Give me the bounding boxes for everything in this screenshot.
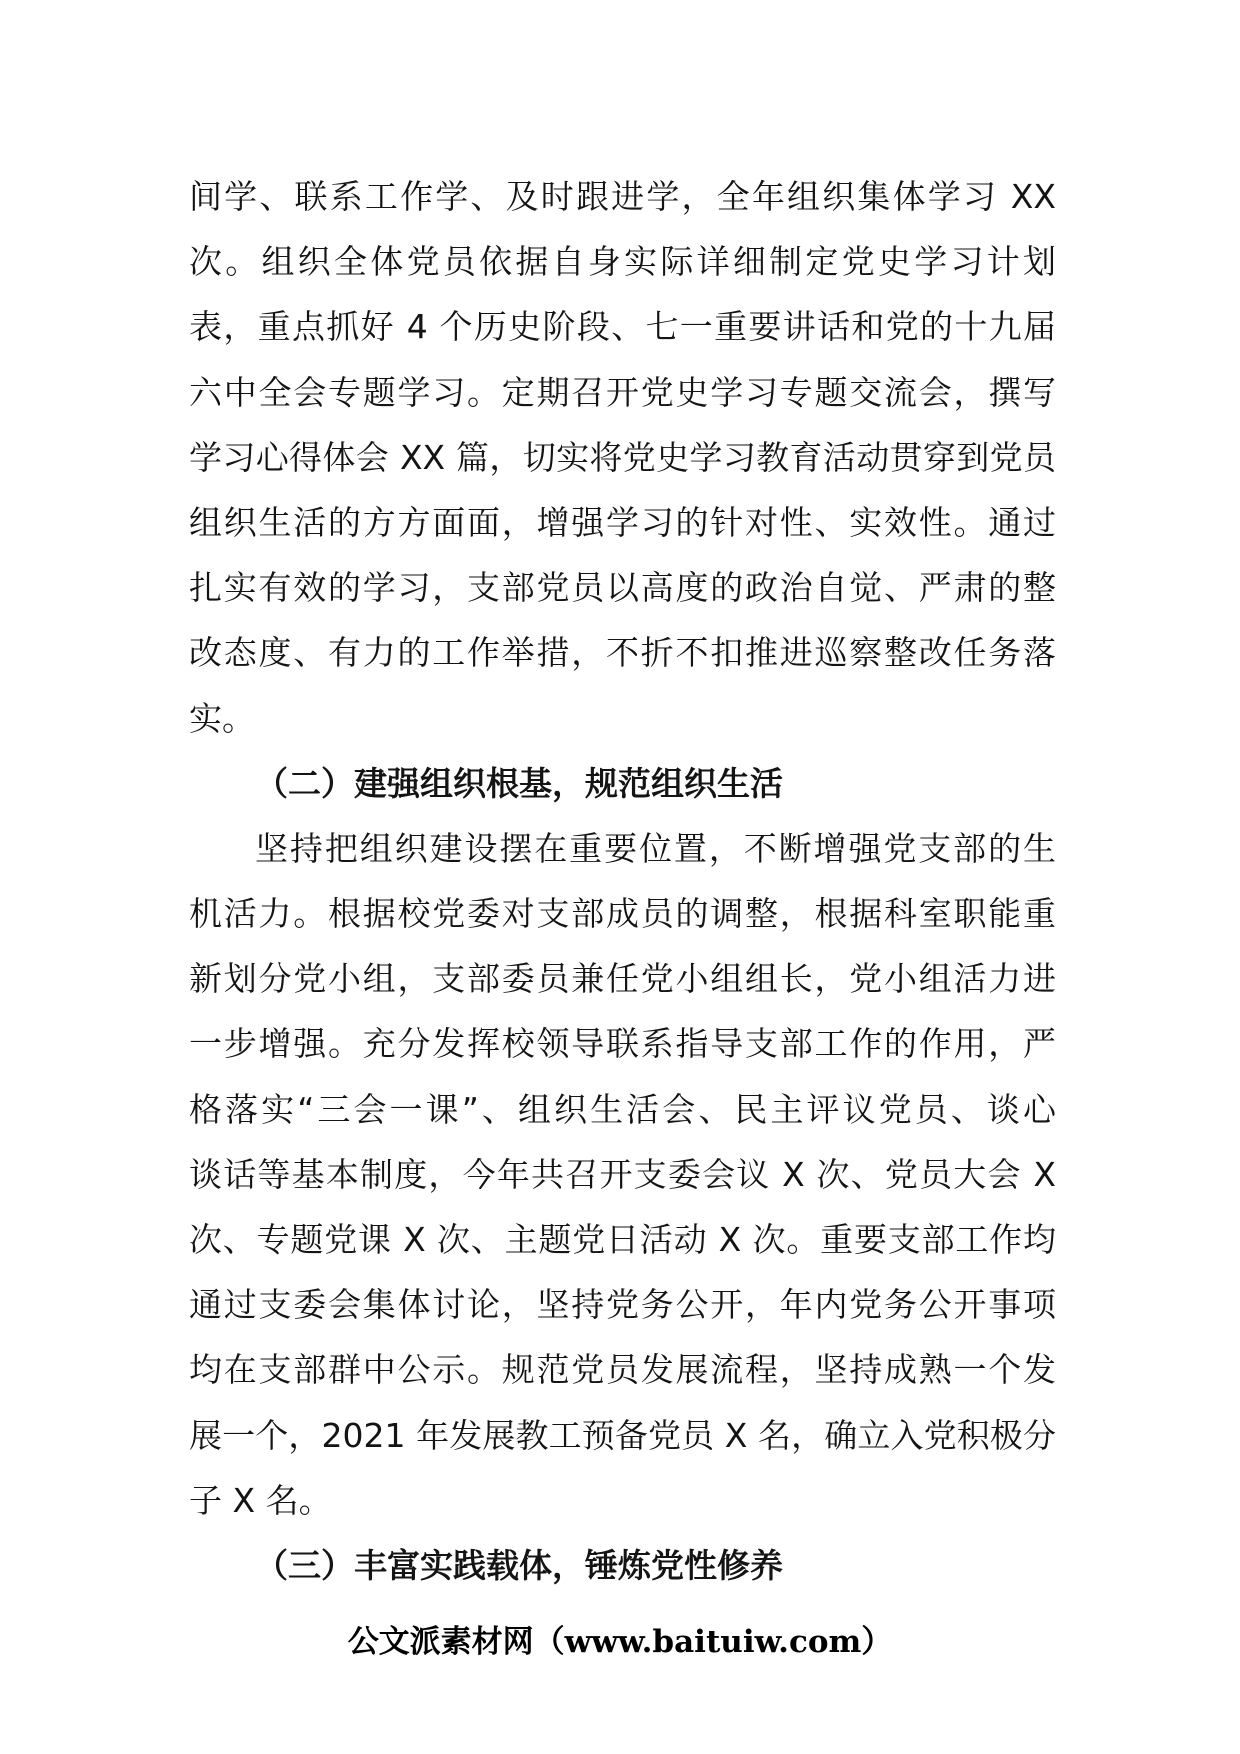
paragraph-line: 扎实有效的学习，支部党员以高度的政治自觉、严肃的整	[189, 568, 1056, 608]
footer-watermark: 公文派素材网（www.baituiw.com）	[347, 1624, 893, 1660]
body-paragraph	[189, 816, 1056, 1533]
paragraph-line: 间学、联系工作学、及时跟进学，全年组织集体学习 XX	[189, 177, 1056, 216]
paragraph-line: 新划分党小组，支部委员兼任党小组组长，党小组活力进	[189, 959, 1056, 999]
paragraph-line: 实。	[189, 698, 255, 738]
paragraph-line: 谈话等基本制度，今年共召开支委会议 X 次、党员大会 X	[189, 1154, 1056, 1194]
paragraph-line: 次。组织全体党员依据自身实际详细制定党史学习计划	[189, 242, 1056, 282]
paragraph-line: 子 X 名。	[189, 1480, 332, 1520]
section-heading: （三）丰富实践载体，锤炼党性修养	[255, 1545, 783, 1585]
paragraph-line: 次、专题党课 X 次、主题党日活动 X 次。重要支部工作均	[189, 1220, 1056, 1259]
paragraph-line: 学习心得体会 XX 篇，切实将党史学习教育活动贯穿到党员	[189, 437, 1056, 477]
paragraph-line: 改态度、有力的工作举措，不折不扣推进巡察整改任务落	[189, 633, 1056, 673]
paragraph-line: 通过支委会集体讨论，坚持党务公开，年内党务公开事项	[189, 1285, 1056, 1325]
paragraph-line: 一步增强。充分发挥校领导联系指导支部工作的作用，严	[189, 1024, 1056, 1064]
paragraph-line: 展一个，2021 年发展教工预备党员 X 名，确立入党积极分	[189, 1415, 1056, 1455]
section-heading: （二）建强组织根基，规范组织生活	[255, 763, 783, 803]
paragraph-line: 机活力。根据校党委对支部成员的调整，根据科室职能重	[189, 894, 1056, 934]
document-body	[189, 164, 1056, 1598]
paragraph-line: 表，重点抓好 4 个历史阶段、七一重要讲话和党的十九届	[189, 307, 1056, 347]
paragraph-line: 组织生活的方方面面，增强学习的针对性、实效性。通过	[189, 502, 1056, 542]
body-paragraph	[189, 164, 1056, 751]
paragraph-line: 均在支部群中公示。规范党员发展流程，坚持成熟一个发	[189, 1350, 1056, 1390]
paragraph-line: 六中全会专题学习。定期召开党史学习专题交流会，撰写	[189, 372, 1056, 412]
paragraph-line: 格落实“三会一课”、组织生活会、民主评议党员、谈心	[189, 1089, 1056, 1129]
paragraph-line: 坚持把组织建设摆在重要位置，不断增强党支部的生	[255, 828, 1056, 868]
